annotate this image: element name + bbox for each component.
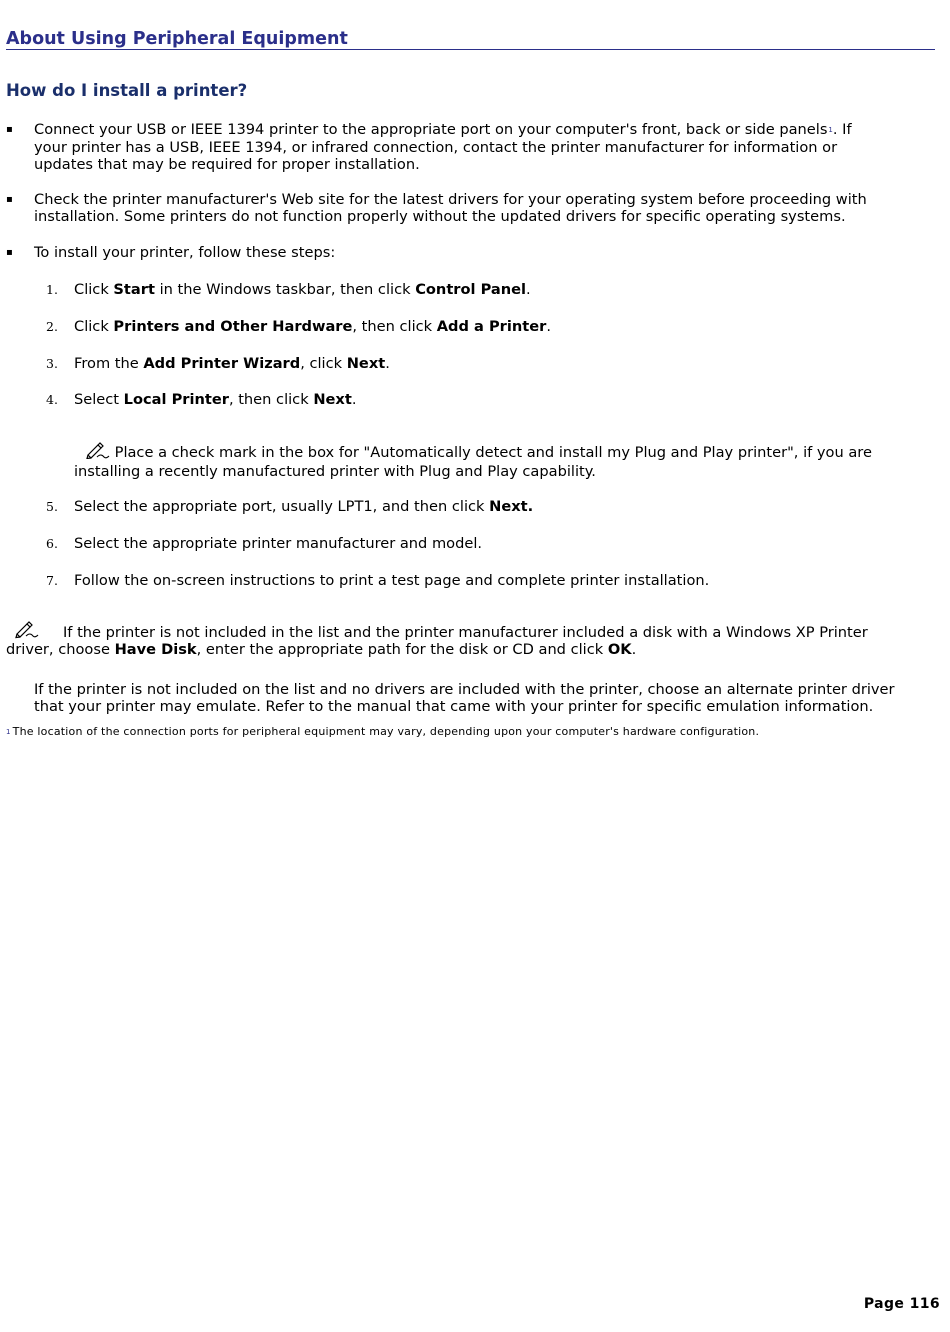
page-number: Page 116 [863,1296,940,1312]
step-item: Select the appropriate printer manufacturer and model. [74,535,483,552]
square-bullet-icon: ▪ [6,124,13,135]
footnote: 1 The location of the connection ports for peripheral equipment may vary, depending upon your computer's hardware configuration. [6,725,760,738]
bullet-item-steps-intro: To install your printer, follow these steps: [34,244,336,261]
step-number: 2. [46,319,58,334]
step-item: Follow the on-screen instructions to print a test page and complete printer installation. [74,572,710,589]
note-have-disk: If the printer is not included in the list and the printer manufacturer included a disk with a Windows XP Printer driver, choose Have Disk, enter the appropriate path for the disk or CD and click OK. [6,624,868,658]
step-item: Select the appropriate port, usually LPT1, and then click Next. [74,498,534,515]
page-title: About Using Peripheral Equipment [6,29,935,50]
step-item: Click Start in the Windows taskbar, then click Control Panel. [74,281,531,298]
pencil-note-icon [86,441,110,463]
step-number: 5. [46,499,58,514]
square-bullet-icon: ▪ [6,247,13,258]
bullet-item-drivers: Check the printer manufacturer's Web site for the latest drivers for your operating system before proceeding with installation. Some printers do not function properly without the updated drivers for specific operating systems. [34,191,867,225]
step-item: Click Printers and Other Hardware, then click Add a Printer. [74,318,551,335]
step-number: 4. [46,392,58,407]
footnote-mark: 1 [6,728,11,736]
step-item: Select Local Printer, then click Next. [74,391,357,408]
step-number: 7. [46,573,58,588]
bullet-item-connect: Connect your USB or IEEE 1394 printer to the appropriate port on your computer's front, back or side panels1. If your printer has a USB, IEEE 1394, or infrared connection, contact the printer manufacturer for information or updates that may be required for proper installation. [34,121,852,173]
step-note: Place a check mark in the box for "Automatically detect and install my Plug and Play printer", if you are installing a recently manufactured printer with Plug and Play capability. [74,441,872,480]
square-bullet-icon: ▪ [6,194,13,205]
note-alternate-driver: If the printer is not included on the list and no drivers are included with the printer, choose an alternate printer driver that your printer may emulate. Refer to the manual that came with your printer for specific emulation information. [34,681,895,715]
footnote-reference-link[interactable]: 1 [828,126,833,134]
step-number: 1. [46,282,58,297]
step-number: 3. [46,356,58,371]
step-number: 6. [46,536,58,551]
step-item: From the Add Printer Wizard, click Next. [74,355,390,372]
section-heading: How do I install a printer? [6,81,248,100]
